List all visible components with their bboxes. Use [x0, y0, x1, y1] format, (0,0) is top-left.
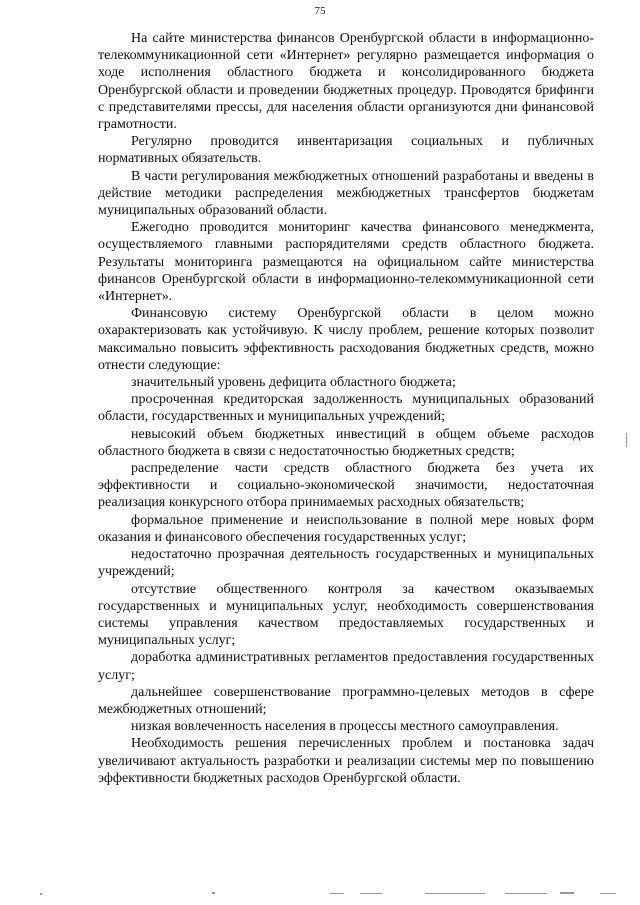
list-item-overdue-debt: просроченная кредиторская задолженность муниципальных образований области, государственных и муниципальных учреждений; — [98, 392, 594, 425]
scan-speck — [212, 892, 215, 894]
paragraph-ministry-website: На сайте министерства финансов Оренбургской области в информационно-телекоммуникационной сети «Интернет» регулярно размещается информация о ходе исполнения областного бюджета и консолидированного бюджета Оренбургской области и проведении бюджетных процедур. Проводятся брифинги с представителями прессы, для населения области организуются дни финансовой грамотности. — [98, 31, 594, 133]
scan-speck — [505, 893, 547, 894]
scan-speck — [40, 893, 42, 895]
page-number: 75 — [314, 5, 326, 17]
scan-speck — [360, 893, 382, 894]
list-item-distribution: распределение части средств областного бюджета без учета их эффективности и социально-экономической значимости, недостаточная реализация конкурсного отбора принимаемых расходных обязательств; — [98, 461, 594, 511]
paragraph-inventory: Регулярно проводится инвентаризация социальных и публичных нормативных обязательств. — [98, 134, 594, 167]
list-item-self-government: низкая вовлеченность населения в процессы местного самоуправления. — [131, 719, 559, 735]
scan-speck — [560, 892, 574, 894]
list-item-deficit: значительный уровень дефицита областного бюджета; — [131, 375, 456, 391]
scan-speck — [330, 893, 344, 894]
list-item-program-methods: дальнейшее совершенствование программно-целевых методов в сфере межбюджетных отношений; — [98, 684, 594, 717]
list-item-investments: невысокий объем бюджетных инвестиций в общем объеме расходов областного бюджета в связи с недостаточностью бюджетных средств; — [98, 426, 594, 459]
scan-speck — [425, 893, 485, 894]
scan-speck — [626, 433, 627, 447]
list-item-formal-application: формальное применение и неиспользование в полной мере новых форм оказания и финансового обеспечения государственных услуг; — [98, 512, 594, 545]
document-body — [98, 30, 594, 787]
paragraph-interbudget-methods: В части регулирования межбюджетных отношений разработаны и введены в действие методики распределения межбюджетных трансфертов бюджетам муниципальных образований области. — [98, 168, 594, 219]
paragraph-problems-intro: Финансовую систему Оренбургской области в целом можно охарактеризовать как устойчивую. К числу проблем, решение которых позволит максимально повысить эффективность расходования бюджетных средств, можно отнести следующие: — [98, 306, 594, 373]
paragraph-conclusion: Необходимость решения перечисленных проблем и постановка задач увеличивают актуальность разработки и реализации системы мер по повышению эффективности бюджетных расходов Оренбургской области. — [98, 736, 594, 786]
paragraph-monitoring: Ежегодно проводится мониторинг качества финансового менеджмента, осуществляемого главными распорядителями средств областного бюджета. Результаты мониторинга размещаются на официальном сайте министерства финансов Оренбургской области в информационно-телекоммуникационной сети «Интернет». — [98, 220, 594, 305]
list-item-public-control: отсутствие общественного контроля за качеством оказываемых государственных и муниципальных услуг, необходимость совершенствования системы управления качеством предоставляемых государственных и муниципальных услуг; — [98, 581, 594, 649]
list-item-regulations: доработка административных регламентов предоставления государственных услуг; — [98, 650, 594, 683]
scan-speck — [600, 893, 616, 894]
list-item-transparency: недостаточно прозрачная деятельность государственных и муниципальных учреждений; — [98, 547, 594, 580]
